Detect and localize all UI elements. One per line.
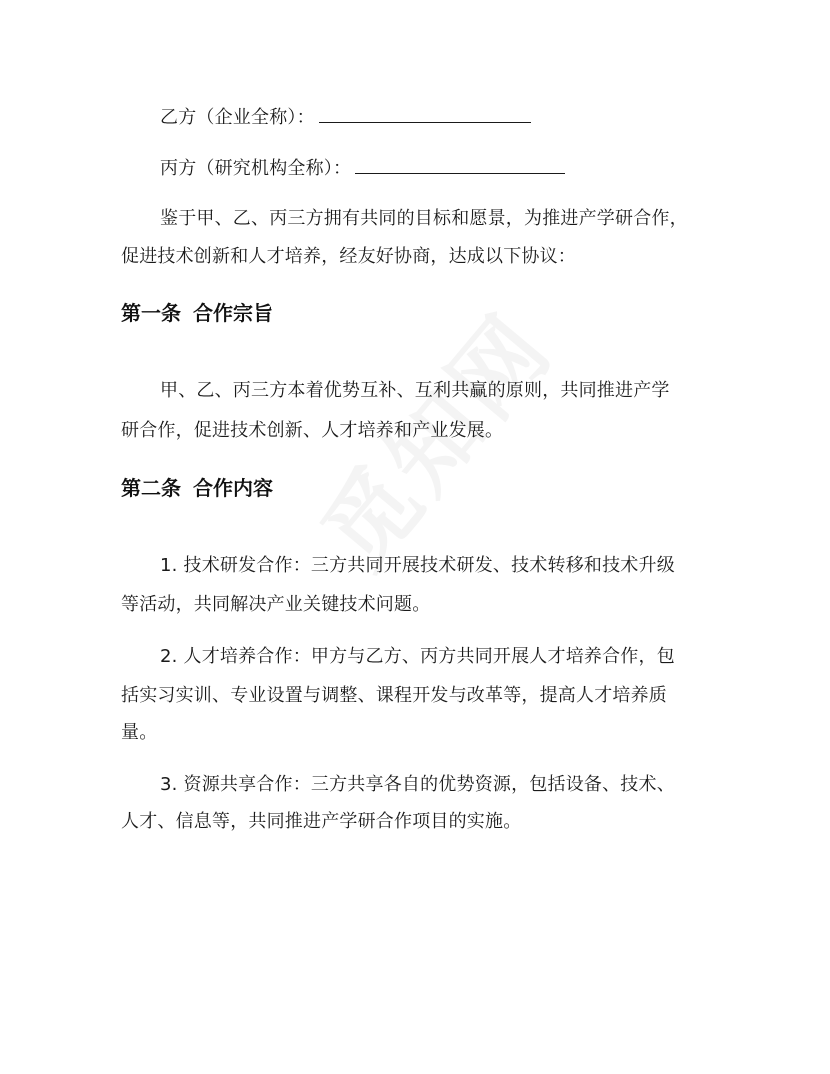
party-b-label: 乙方（企业全称）：	[160, 107, 315, 128]
preamble-line-2: 促进技术创新和人才培养，经友好协商，达成以下协议：	[121, 246, 576, 267]
item-2-line-3: 量。	[121, 722, 158, 743]
party-c-label: 丙方（研究机构全称）：	[160, 158, 352, 179]
article-2-number: 第二条	[121, 476, 181, 500]
article-2-title: 合作内容	[193, 476, 273, 500]
article-1-title: 合作宗旨	[193, 301, 273, 325]
article-2-heading	[121, 474, 273, 502]
item-1-line-1: 1. 技术研发合作：三方共同开展技术研发、技术转移和技术升级	[160, 555, 675, 576]
item-2-line-1: 2. 人才培养合作：甲方与乙方、丙方共同开展人才培养合作，包	[160, 646, 675, 667]
party-c-line	[160, 155, 565, 182]
item-2-line-2: 括实习实训、专业设置与调整、课程开发与改革等，提高人才培养质	[121, 685, 667, 706]
article-1-number: 第一条	[121, 301, 181, 325]
item-3-line-2: 人才、信息等，共同推进产学研合作项目的实施。	[121, 811, 522, 832]
party-c-blank[interactable]	[355, 155, 565, 174]
article-1-heading	[121, 299, 273, 327]
item-1-line-2: 等活动，共同解决产业关键技术问题。	[121, 594, 431, 615]
party-b-line	[160, 104, 531, 131]
party-b-blank[interactable]	[319, 104, 531, 123]
article-1-line-1: 甲、乙、丙三方本着优势互补、互利共赢的原则，共同推进产学	[160, 380, 670, 401]
preamble-line-1: 鉴于甲、乙、丙三方拥有共同的目标和愿景，为推进产学研合作，	[160, 208, 688, 229]
item-3-line-1: 3. 资源共享合作：三方共享各自的优势资源，包括设备、技术、	[160, 774, 675, 795]
article-1-line-2: 研合作，促进技术创新、人才培养和产业发展。	[121, 420, 504, 441]
